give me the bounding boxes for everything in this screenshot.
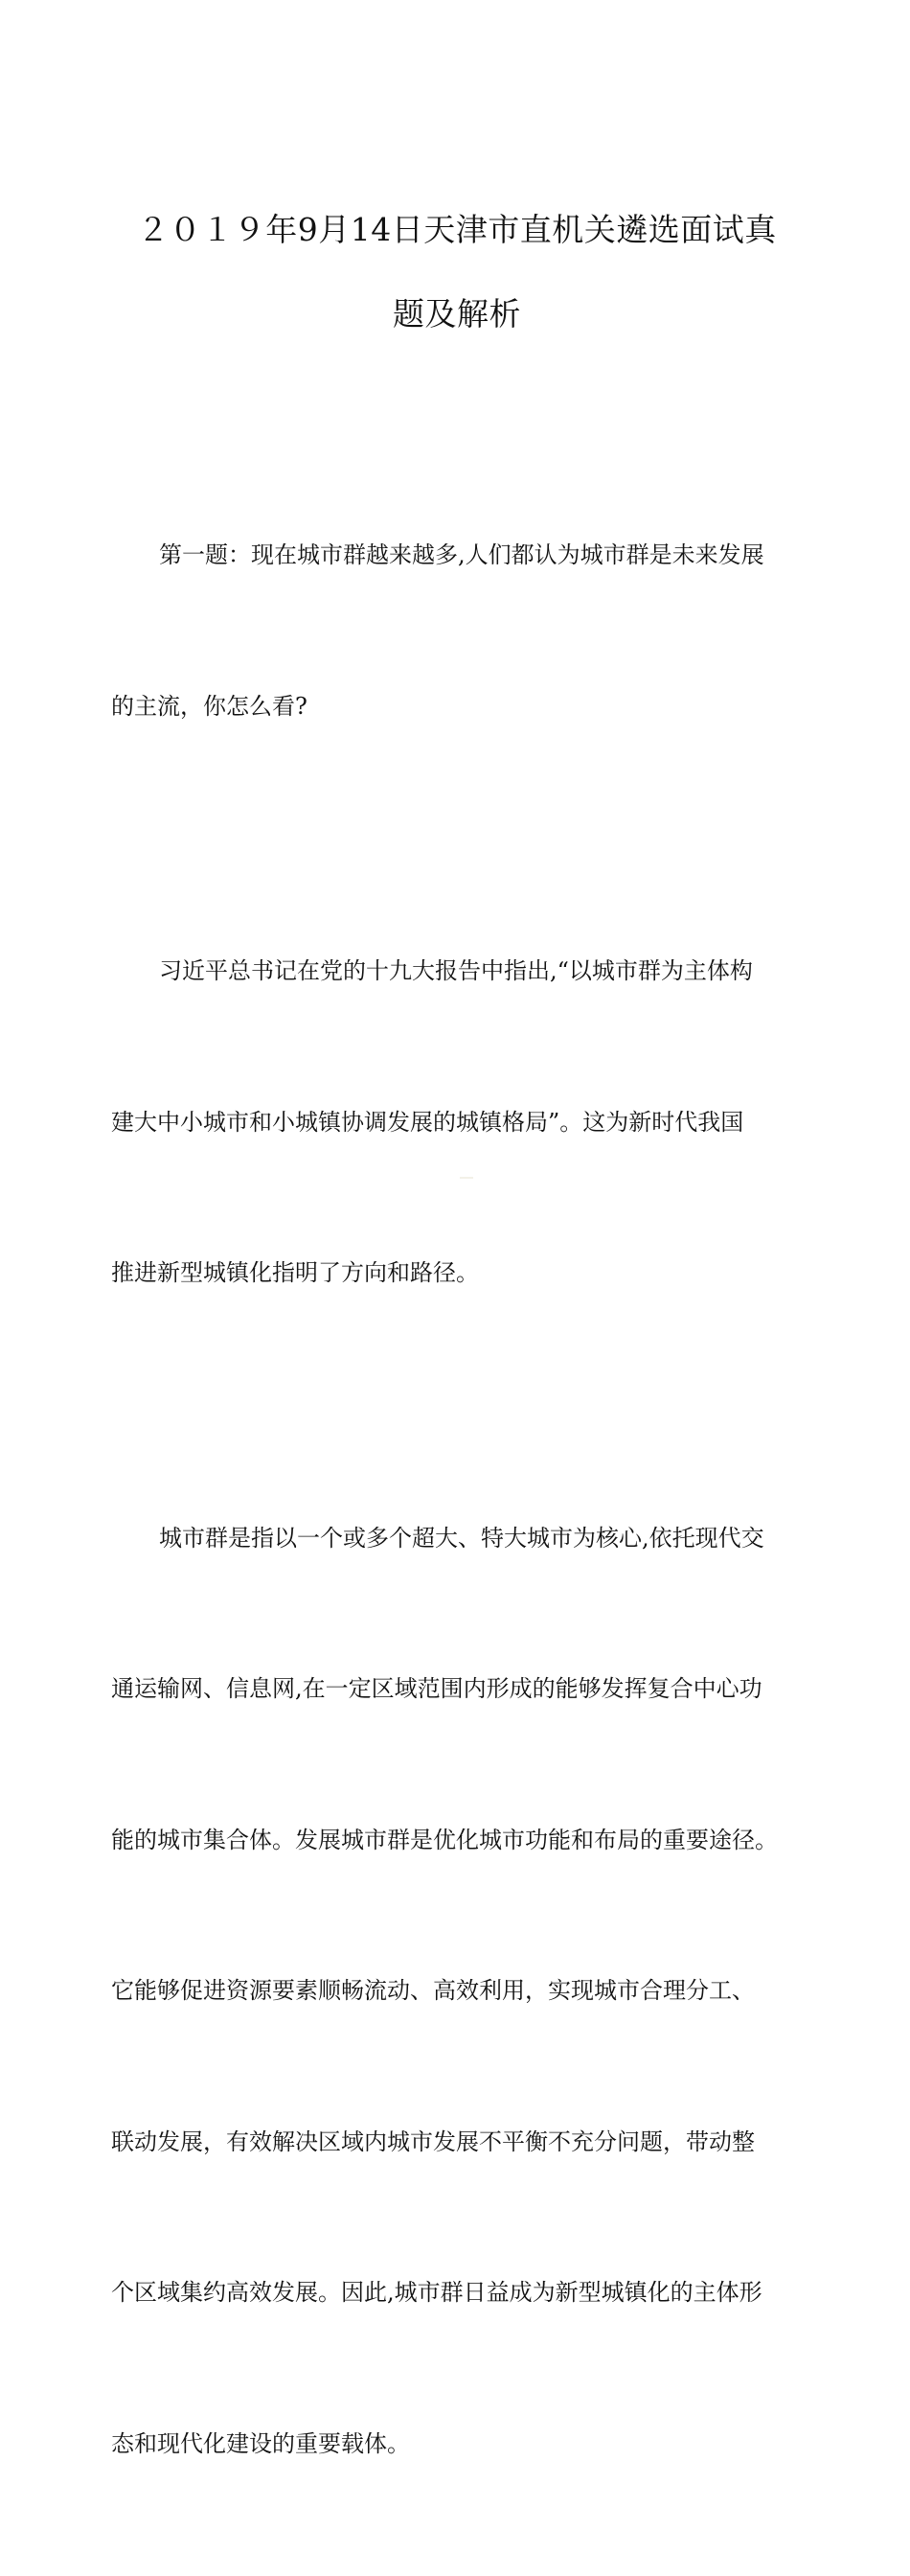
document-body <box>111 429 816 2576</box>
paragraph-line: 推进新型城镇化指明了方向和路径。 <box>111 1259 479 1286</box>
paragraph-answer-definition <box>111 1413 816 2570</box>
paragraph-question-1 <box>111 429 816 832</box>
paragraph-line: 的主流，你怎么看? <box>111 692 307 720</box>
paragraph-line: 通运输网、信息网,在一定区域范围内形成的能够发挥复合中心功 <box>111 1675 762 1702</box>
paragraph-line: 城市群是指以一个或多个超大、特大城市为核心,依托现代交 <box>159 1524 764 1552</box>
paragraph-line: 习近平总书记在党的十九大报告中指出,“以城市群为主体构 <box>159 957 753 984</box>
document-title <box>107 188 807 356</box>
page-mark <box>460 1177 473 1179</box>
paragraph-line: 能的城市集合体。发展城市群是优化城市功能和布局的重要途径。 <box>111 1826 778 1853</box>
title-line-1: ２０１９年9月14日天津市直机关遴选面试真 <box>137 211 777 248</box>
title-line-2: 题及解析 <box>393 295 521 333</box>
paragraph-line: 建大中小城市和小城镇协调发展的城镇格局”。这为新时代我国 <box>111 1108 744 1136</box>
paragraph-line: 第一题：现在城市群越来越多,人们都认为城市群是未来发展 <box>159 541 764 568</box>
paragraph-line: 个区域集约高效发展。因此,城市群日益成为新型城镇化的主体形 <box>111 2279 762 2306</box>
paragraph-line: 联动发展，有效解决区域内城市发展不平衡不充分问题，带动整 <box>111 2128 755 2155</box>
paragraph-line: 态和现代化建设的重要载体。 <box>111 2429 410 2457</box>
paragraph-line: 它能够促进资源要素顺畅流动、高效利用，实现城市合理分工、 <box>111 1977 755 2004</box>
paragraph-answer-intro <box>111 845 816 1399</box>
